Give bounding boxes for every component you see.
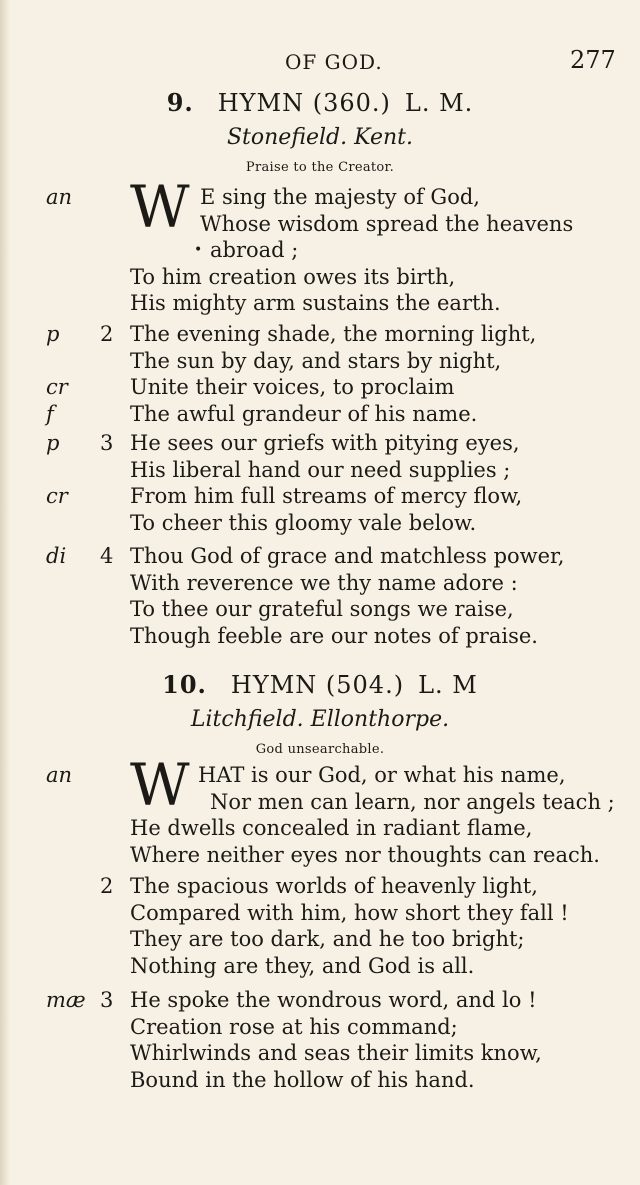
hymn-meter: L. M	[418, 671, 478, 699]
hymn-heading	[0, 670, 640, 757]
drop-cap: W	[130, 751, 190, 819]
verse-line	[0, 1067, 640, 1094]
verse-text: E sing the majesty of God,	[200, 185, 480, 209]
dynamic-mark: cr	[46, 484, 68, 508]
hymn-tunes: Stonefield. Kent.	[226, 125, 413, 150]
verse-line	[0, 789, 640, 816]
dynamic-mark: cr	[46, 375, 68, 399]
verse-line	[0, 211, 640, 238]
verse-text: Nor men can learn, nor angels teach ;	[210, 789, 615, 814]
hymn-label: HYMN (504.)	[230, 671, 405, 699]
dynamic-mark: p	[46, 322, 60, 346]
dynamic-mark: an	[46, 763, 73, 787]
verse-text: Compared with him, how short they fall !	[130, 900, 569, 925]
verse-line	[0, 483, 640, 510]
dynamic-mark: mæ	[46, 988, 86, 1012]
verse-line	[0, 570, 640, 597]
verse-text: Though feeble are our notes of praise.	[130, 623, 538, 648]
verse-text: To thee our grateful songs we raise,	[130, 597, 514, 621]
verse-line	[0, 623, 640, 650]
verse-line	[0, 900, 640, 927]
drop-cap: W	[130, 173, 190, 241]
verse-text: Whose wisdom spread the heavens	[200, 211, 574, 236]
stanza	[0, 873, 640, 979]
verse-text: With reverence we thy name adore :	[130, 570, 518, 595]
hymn-title-line	[0, 88, 640, 117]
hymn-topic: God unsearchable.	[255, 742, 385, 757]
verse-text: From him full streams of mercy flow,	[130, 484, 523, 508]
stanza-number: 2	[100, 322, 114, 346]
verse-text: To him creation owes its birth,	[130, 264, 456, 289]
verse-text: He dwells concealed in radiant flame,	[130, 816, 533, 840]
hymn-tunes: Litchfield. Ellonthorpe.	[190, 707, 450, 732]
running-head	[0, 46, 640, 78]
verse-line	[0, 430, 640, 457]
verse-text: abroad ;	[210, 238, 299, 262]
hymn-heading	[0, 88, 640, 175]
dynamic-mark: an	[46, 185, 73, 209]
verse-text: The sun by day, and stars by night,	[130, 348, 502, 373]
hymn-meter: L. M.	[404, 89, 474, 117]
verse-line	[0, 321, 640, 348]
verse-text: Thou God of grace and matchless power,	[130, 544, 565, 568]
verse-text: His mighty arm sustains the earth.	[130, 291, 501, 315]
stanza	[0, 430, 640, 536]
verse-text: The awful grandeur of his name.	[130, 401, 478, 426]
verse-text: To cheer this gloomy vale below.	[130, 510, 477, 535]
verse-text: Unite their voices, to proclaim	[130, 375, 455, 399]
verse-text: He sees our griefs with pitying eyes,	[130, 431, 520, 455]
verse-line	[0, 348, 640, 375]
verse-line	[0, 873, 640, 900]
dynamic-mark: f	[46, 401, 54, 426]
dynamic-mark: p	[46, 431, 60, 455]
verse-text: Whirlwinds and seas their limits know,	[130, 1041, 542, 1065]
verse-text: They are too dark, and he too bright;	[130, 927, 525, 951]
verse-text: His liberal hand our need supplies ;	[130, 457, 511, 482]
verse-line	[0, 290, 640, 317]
verse-line	[0, 374, 640, 401]
verse-line	[0, 510, 640, 537]
hymn-number: 9.	[166, 88, 194, 117]
verse-line	[0, 543, 640, 570]
verse-line	[0, 1014, 640, 1041]
stanza-number: 3	[100, 988, 114, 1012]
hymn-topic: Praise to the Creator.	[245, 160, 395, 175]
stanza-number: 2	[100, 874, 114, 898]
stanza	[0, 321, 640, 427]
hymn-title-line	[0, 670, 640, 699]
verse-text: Bound in the hollow of his hand.	[130, 1067, 475, 1092]
verse-text: Where neither eyes nor thoughts can reach.	[130, 842, 600, 867]
verse-line	[0, 1040, 640, 1067]
verse-line	[0, 987, 640, 1014]
dynamic-mark: di	[46, 544, 67, 568]
stanza	[0, 751, 640, 868]
page-number: 277	[570, 46, 616, 74]
verse-text: He spoke the wondrous word, and lo !	[130, 988, 537, 1012]
verse-line	[0, 953, 640, 980]
verse-line	[0, 237, 640, 264]
hymn-number: 10.	[162, 670, 207, 699]
verse-text: Creation rose at his command;	[130, 1014, 458, 1039]
verse-line	[0, 264, 640, 291]
verse-line	[0, 815, 640, 842]
stanza-number: 3	[100, 431, 114, 455]
verse-line	[0, 842, 640, 869]
verse-line	[0, 401, 640, 428]
stanza-number: 4	[100, 544, 114, 568]
verse-line	[0, 457, 640, 484]
stanza	[0, 543, 640, 649]
verse-text: HAT is our God, or what his name,	[198, 763, 566, 787]
verse-line	[0, 596, 640, 623]
stray-dot: •	[194, 242, 203, 258]
hymn-label: HYMN (360.)	[217, 89, 391, 117]
stanza	[0, 987, 640, 1093]
verse-text: The evening shade, the morning light,	[130, 322, 537, 346]
verse-text: Nothing are they, and God is all.	[130, 953, 475, 978]
verse-text: The spacious worlds of heavenly light,	[130, 874, 538, 898]
running-title: OF GOD.	[285, 50, 383, 74]
stanza	[0, 173, 640, 317]
verse-line	[0, 926, 640, 953]
